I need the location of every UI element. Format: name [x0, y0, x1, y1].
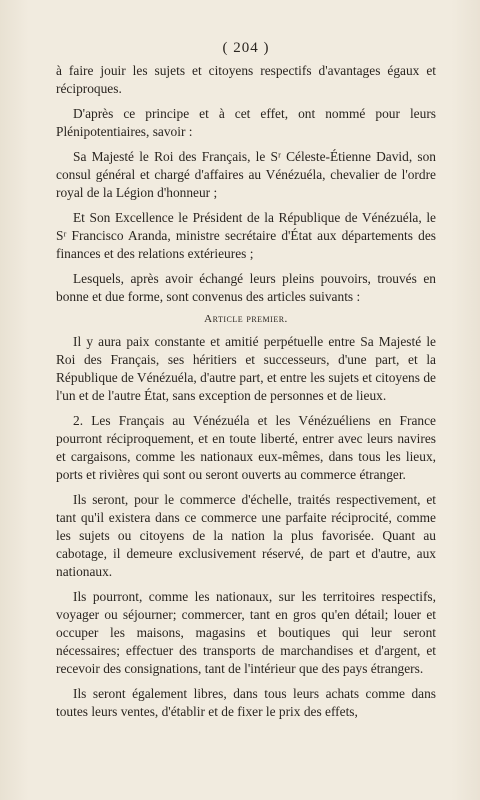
paragraph-president-plenipotentiary: Et Son Excellence le Président de la République de Vénézuéla, le Sʳ Francisco Aranda, ministre secrétaire d'État aux départements des finances et des relations extérieures ;: [56, 210, 436, 261]
paragraph-king-plenipotentiary: Sa Majesté le Roi des Français, le Sʳ Céleste-Étienne David, son consul général et chargé d'affaires au Vénézuéla, chevalier de l'ordre royal de la Légion d'honneur ;: [56, 149, 436, 200]
paragraph-rights: Ils pourront, comme les nationaux, sur les territoires respectifs, voyager ou séjourner; commercer, tant en gros qu'en détail; louer et occuper les maisons, magasins et boutiques qui leur seront nécessaires; effectuer des transports de marchandises et d'argent, et recevoir des consignations, tant de l'intérieur que des pays étrangers.: [56, 589, 436, 676]
paragraph-article-1: Il y aura paix constante et amitié perpétuelle entre Sa Majesté le Roi des Français, ses héritiers et successeurs, d'une part, et la République de Vénézuéla, d'autre part, et entre les sujets et citoyens de l'un et de l'autre État, sans exception de personnes et de lieux.: [56, 334, 436, 403]
paragraph-plenipotentiaries-intro: D'après ce principe et à cet effet, ont nommé pour leurs Plénipotentiaires, savoir :: [56, 106, 436, 139]
paragraph-article-2: 2. Les Français au Vénézuéla et les Vénézuéliens en France pourront réciproquement, et en toute liberté, entrer avec leurs navires et cargaisons, comme les nationaux eux-mêmes, dans tous les lieux, ports et rivières qui sont ou seront ouverts au commerce étranger.: [56, 413, 436, 482]
paragraph-commerce-echelle: Ils seront, pour le commerce d'échelle, traités respectivement, et tant qu'il existera dans ce commerce une parfaite réciprocité, comme les sujets ou citoyens de la nation la plus favorisée. Quant au cabotage, il demeure exclusivement réservé, de part et d'autre, aux nationaux.: [56, 492, 436, 579]
page-number: ( 204 ): [222, 40, 270, 56]
paragraph-free-trade: Ils seront également libres, dans tous leurs achats comme dans toutes leurs ventes, d'établir et de fixer le prix des effets,: [56, 686, 436, 719]
article-heading: Article premier.: [204, 313, 288, 325]
paragraph-continuation: à faire jouir les sujets et citoyens respectifs d'avantages égaux et réciproques.: [56, 63, 436, 96]
paragraph-agreement: Lesquels, après avoir échangé leurs pleins pouvoirs, trouvés en bonne et due forme, sont convenus des articles suivants :: [56, 271, 436, 304]
